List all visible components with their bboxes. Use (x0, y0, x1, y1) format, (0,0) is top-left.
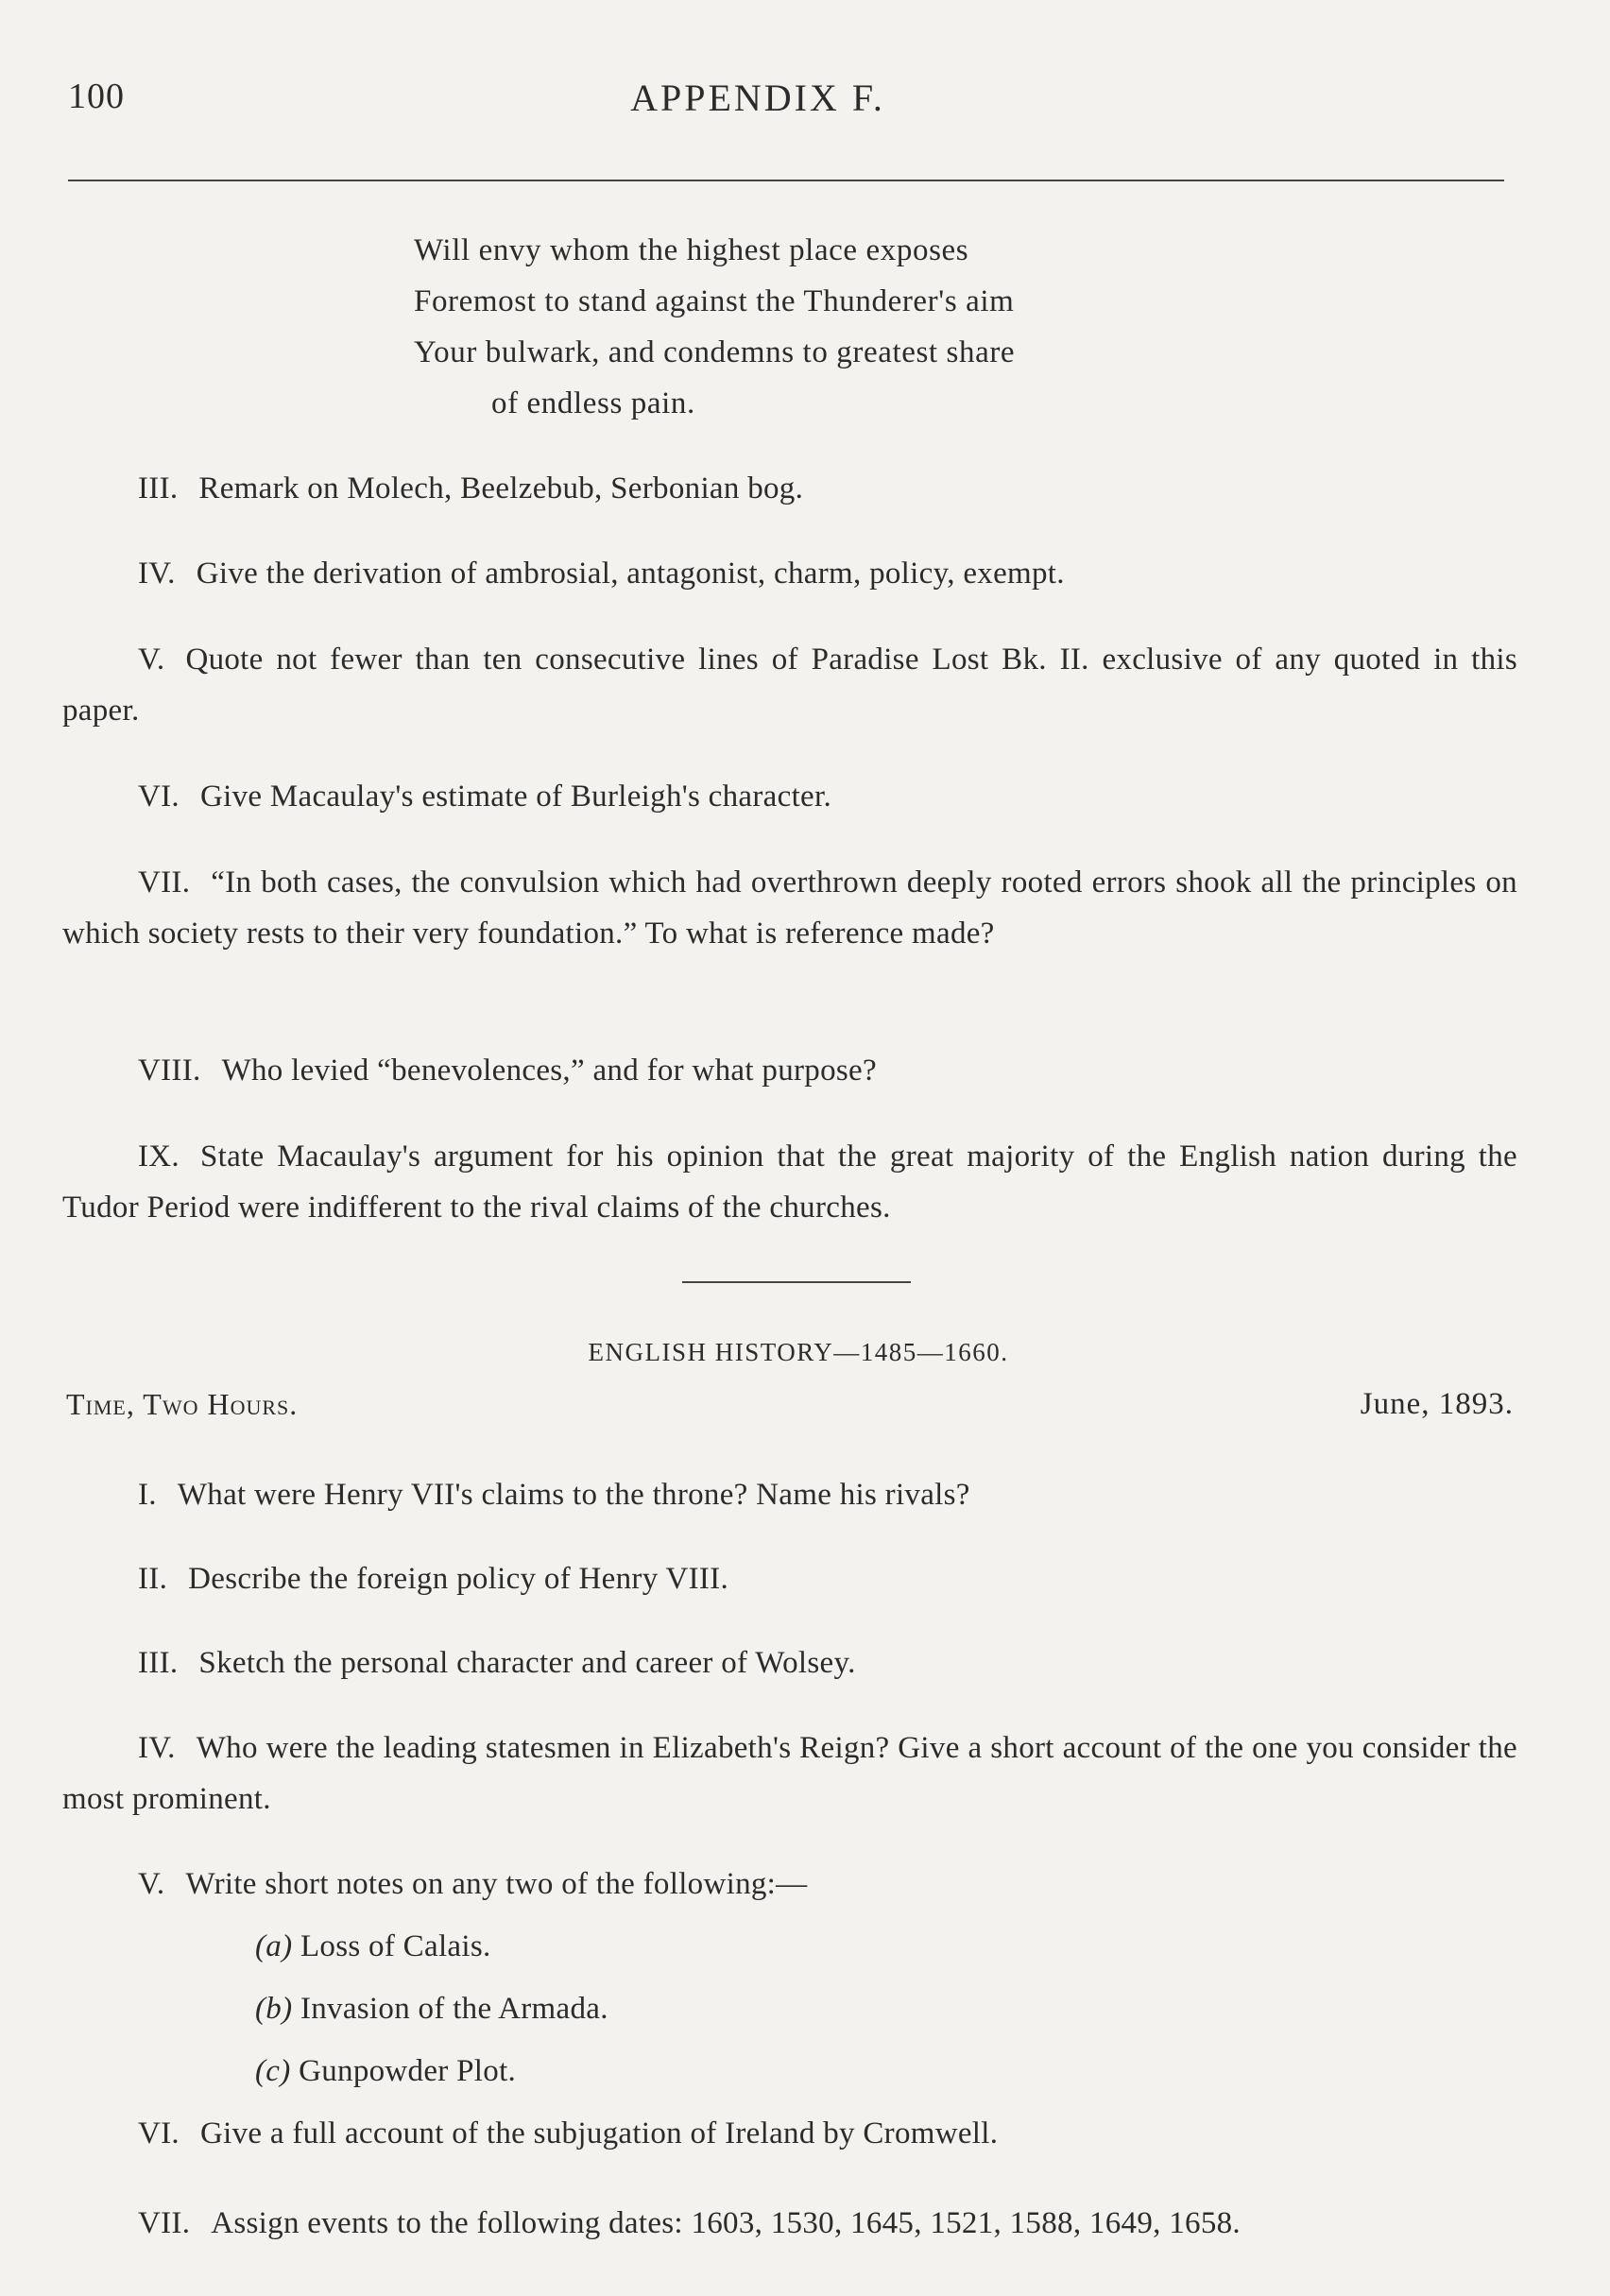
page-number: 100 (68, 77, 125, 116)
question-text: Describe the foreign policy of Henry VIII. (188, 1562, 729, 1596)
question-lit-3 (62, 463, 1517, 514)
question-text: Write short notes on any two of the following:— (185, 1867, 808, 1901)
question-number: VI. (138, 2116, 180, 2150)
question-number: IV. (138, 557, 176, 591)
time-allowed (66, 1387, 298, 1422)
question-text: Give a full account of the subjugation of Ireland by Cromwell. (199, 2116, 999, 2150)
sub-item-label: (c) (255, 2054, 291, 2088)
question-text: Assign events to the following dates: 1603, 1530, 1645, 1521, 1588, 1649, 1658. (211, 2206, 1241, 2240)
sub-item-text: Gunpowder Plot. (299, 2054, 517, 2088)
question-hist-6 (62, 2108, 1517, 2159)
question-text: “In both cases, the convulsion which had overthrown deeply rooted errors shook all the principles on which society rests to their very foundation.” To what is reference made? (62, 865, 1517, 951)
question-lit-8 (62, 1045, 1517, 1096)
question-number: I. (138, 1478, 157, 1512)
running-head: APPENDIX F. (630, 77, 885, 119)
question-text: Who were the leading statesmen in Elizabeth's Reign? Give a short account of the one you consider the most prominent. (62, 1731, 1517, 1816)
question-text: Give Macaulay's estimate of Burleigh's character. (199, 780, 831, 814)
page-header (68, 76, 1504, 132)
question-text: Give the derivation of ambrosial, antagonist, charm, policy, exempt. (196, 557, 1065, 591)
question-lit-7 (62, 857, 1517, 959)
verse-line: Your bulwark, and condemns to greatest share (414, 335, 1016, 369)
time-allowed-text: Time, Two Hours. (66, 1387, 299, 1421)
question-text: Sketch the personal character and career of Wolsey. (198, 1646, 856, 1680)
question-hist-4 (62, 1722, 1517, 1825)
question-number: III. (138, 471, 179, 505)
question-text: Remark on Molech, Beelzebub, Serbonian bog. (198, 471, 804, 505)
question-number: VII. (138, 865, 191, 900)
question-text: Who levied “benevolences,” and for what purpose? (221, 1054, 877, 1088)
question-number: V. (138, 643, 165, 677)
verse-line: Foremost to stand against the Thunderer's aim (414, 284, 1015, 318)
question-number: II. (138, 1562, 168, 1596)
question-lit-6 (62, 771, 1517, 822)
question-number: IV. (138, 1731, 176, 1765)
question-lit-9 (62, 1131, 1517, 1233)
sub-item-b (255, 1983, 608, 2034)
question-number: III. (138, 1646, 179, 1680)
question-hist-7 (62, 2198, 1517, 2249)
question-number: IX. (138, 1139, 180, 1174)
question-text: Quote not fewer than ten consecutive lines of Paradise Lost Bk. II. exclusive of any quoted in this paper. (62, 643, 1517, 728)
question-hist-1 (62, 1469, 1517, 1520)
question-hist-5 (62, 1859, 1517, 1910)
verse-quotation (414, 225, 1015, 429)
question-number: VII. (138, 2206, 191, 2240)
question-text: What were Henry VII's claims to the throne? Name his rivals? (177, 1478, 970, 1512)
question-number: VIII. (138, 1054, 201, 1088)
sub-item-label: (b) (255, 1992, 293, 2026)
exam-date: June, 1893. (1360, 1387, 1514, 1421)
sub-item-a (255, 1921, 491, 1972)
question-number: V. (138, 1867, 165, 1901)
question-hist-3 (62, 1637, 1517, 1688)
sub-item-text: Invasion of the Armada. (300, 1992, 608, 2026)
question-number: VI. (138, 780, 180, 814)
section-title: ENGLISH HISTORY—1485—1660. (588, 1338, 1009, 1366)
verse-line: of endless pain. (491, 386, 695, 420)
header-rule (68, 180, 1504, 181)
sub-item-text: Loss of Calais. (300, 1929, 491, 1963)
section-divider (682, 1281, 911, 1283)
verse-line: Will envy whom the highest place exposes (414, 233, 969, 267)
sub-item-label: (a) (255, 1929, 293, 1963)
question-lit-4 (62, 548, 1517, 599)
question-lit-5 (62, 634, 1517, 736)
question-text: State Macaulay's argument for his opinion that the great majority of the English nation during the Tudor Period were indifferent to the rival claims of the churches. (62, 1139, 1517, 1225)
sub-item-c (255, 2046, 516, 2097)
question-hist-2 (62, 1553, 1517, 1604)
